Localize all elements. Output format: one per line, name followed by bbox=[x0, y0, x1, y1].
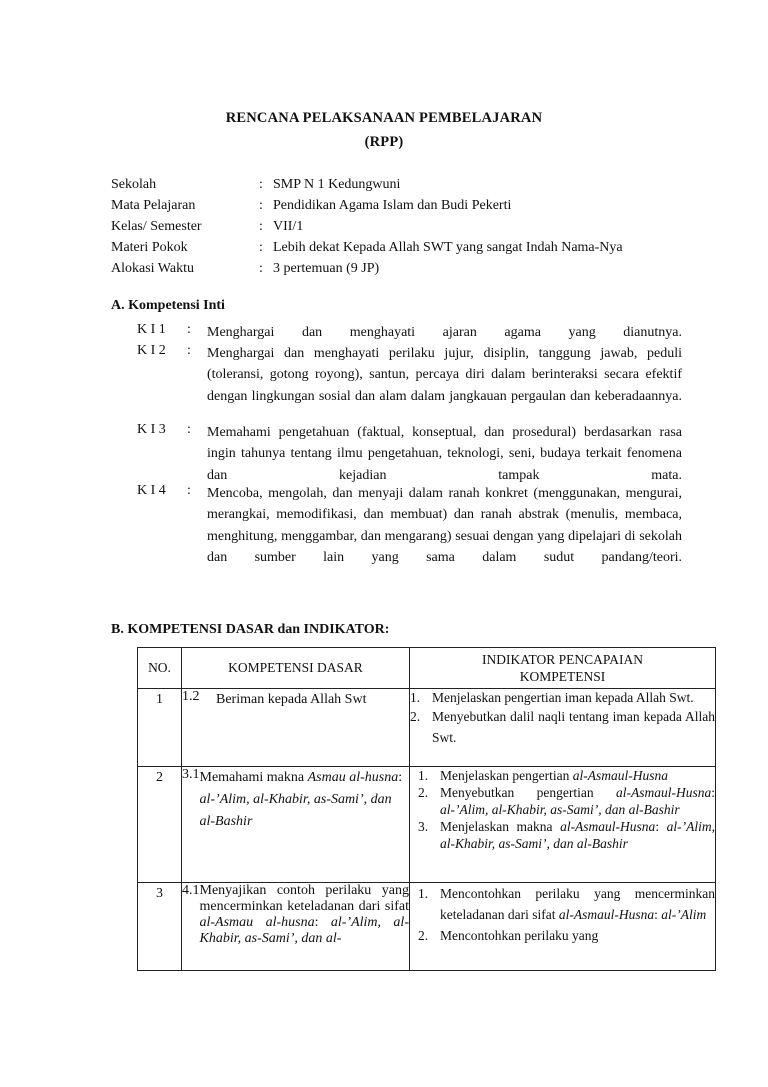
kd-number: 1.2 bbox=[182, 689, 200, 704]
row-no: 3 bbox=[138, 883, 182, 971]
header-indikator-line-2: KOMPETENSI bbox=[519, 669, 606, 684]
identity-label: Mata Pelajaran bbox=[111, 198, 196, 213]
indikator-item: 1. Menjelaskan pengertian al-Asmaul-Husna bbox=[418, 768, 668, 783]
kd-number: 4.1 bbox=[182, 883, 200, 898]
table-row bbox=[138, 883, 716, 971]
ki-code: K I 3 bbox=[137, 422, 166, 437]
ki-text: Memahami pengetahuan (faktual, konseptual, dan prosedural) berdasarkan rasa ingin tahunya tentang ilmu pengetahuan, teknologi, seni, budaya terkait fenomena dan kejadian tampak mata. bbox=[207, 425, 682, 483]
indikator-item: 2. Mencontohkan perilaku yang bbox=[418, 928, 599, 943]
kompetensi-dasar-table bbox=[137, 647, 716, 971]
identity-value: Lebih dekat Kepada Allah SWT yang sangat Indah Nama-Nya bbox=[273, 240, 623, 255]
section-a-heading: A. Kompetensi Inti bbox=[111, 298, 225, 313]
identity-label: Sekolah bbox=[111, 177, 157, 192]
identity-label: Materi Pokok bbox=[111, 240, 188, 255]
identity-value: SMP N 1 Kedungwuni bbox=[273, 177, 401, 192]
kd-number: 3.1 bbox=[182, 767, 200, 782]
kd-text: Menyajikan contoh perilaku yang mencerminkan keteladanan dari sifat al-Asmau al-husna: al-’Alim, al-Khabir, as-Sami’, dan al- bbox=[199, 883, 409, 946]
section-b-heading: B. KOMPETENSI DASAR dan INDIKATOR: bbox=[111, 622, 390, 637]
indikator-item: 2. Menyebutkan dalil naqli tentang iman kepada Allah Swt. bbox=[410, 709, 715, 745]
row-no: 1 bbox=[138, 689, 182, 767]
identity-value: 3 pertemuan (9 JP) bbox=[273, 261, 380, 276]
row-indikator bbox=[410, 883, 716, 971]
kd-text: Beriman kepada Allah Swt bbox=[216, 692, 367, 707]
identity-label: Kelas/ Semester bbox=[111, 219, 202, 234]
table-header-row bbox=[138, 648, 716, 689]
row-no: 2 bbox=[138, 767, 182, 883]
ki-code: K I 4 bbox=[137, 483, 166, 498]
ki-code: K I 1 bbox=[137, 322, 166, 337]
title-line-1: RENCANA PELAKSANAAN PEMBELAJARAN bbox=[225, 110, 543, 126]
header-kd: KOMPETENSI DASAR bbox=[182, 648, 410, 689]
kd-text: Memahami makna Asmau al-husna: al-’Alim, al-Khabir, as-Sami’, dan al-Bashir bbox=[199, 770, 403, 829]
row-indikator bbox=[410, 767, 716, 883]
ki-code: K I 2 bbox=[137, 343, 166, 358]
indikator-item: 3. Menjelaskan makna al-Asmaul-Husna: al-’Alim, al-Khabir, as-Sami’, dan al-Bashir bbox=[418, 819, 715, 851]
row-kd bbox=[182, 883, 410, 971]
indikator-item: 2. Menyebutkan pengertian al-Asmaul-Husna: al-’Alim, al-Khabir, as-Sami’, dan al-Bashir bbox=[418, 785, 715, 817]
row-kd bbox=[182, 767, 410, 883]
header-indikator-line-1: INDIKATOR PENCAPAIAN bbox=[482, 652, 643, 667]
identity-value: VII/1 bbox=[273, 219, 304, 234]
row-indikator bbox=[410, 689, 716, 767]
ki-text: Mencoba, mengolah, dan menyaji dalam ranah konkret (menggunakan, mengurai, merangkai, memodifikasi, dan membuat) dan ranah abstrak (menulis, membaca, menghitung, menggambar, dan mengarang) sesuai dengan yang dipelajari di sekolah dan sumber lain yang sama dalam sudut pandang/teori. bbox=[207, 486, 682, 565]
identity-value: Pendidikan Agama Islam dan Budi Pekerti bbox=[273, 198, 512, 213]
row-kd bbox=[182, 689, 410, 767]
ki-text: Menghargai dan menghayati ajaran agama yang dianutnya. bbox=[207, 325, 682, 340]
indikator-item: 1. Menjelaskan pengertian iman kepada Allah Swt. bbox=[410, 690, 694, 705]
header-indikator bbox=[410, 648, 716, 689]
indikator-item: 1. Mencontohkan perilaku yang mencerminkan keteladanan dari sifat al-Asmaul-Husna: al-’Alim bbox=[418, 886, 715, 922]
ki-text: Menghargai dan menghayati perilaku jujur, disiplin, tanggung jawab, peduli (toleransi, gotong royong), santun, percaya diri dalam berinteraksi secara efektif dengan lingkungan sosial dan alam dalam jangkauan pergaulan dan keberadaannya. bbox=[207, 346, 682, 404]
header-no: NO. bbox=[138, 648, 182, 689]
title-line-2: (RPP) bbox=[364, 134, 404, 150]
identity-label: Alokasi Waktu bbox=[111, 261, 194, 276]
table-row bbox=[138, 767, 716, 883]
table-row bbox=[138, 689, 716, 767]
